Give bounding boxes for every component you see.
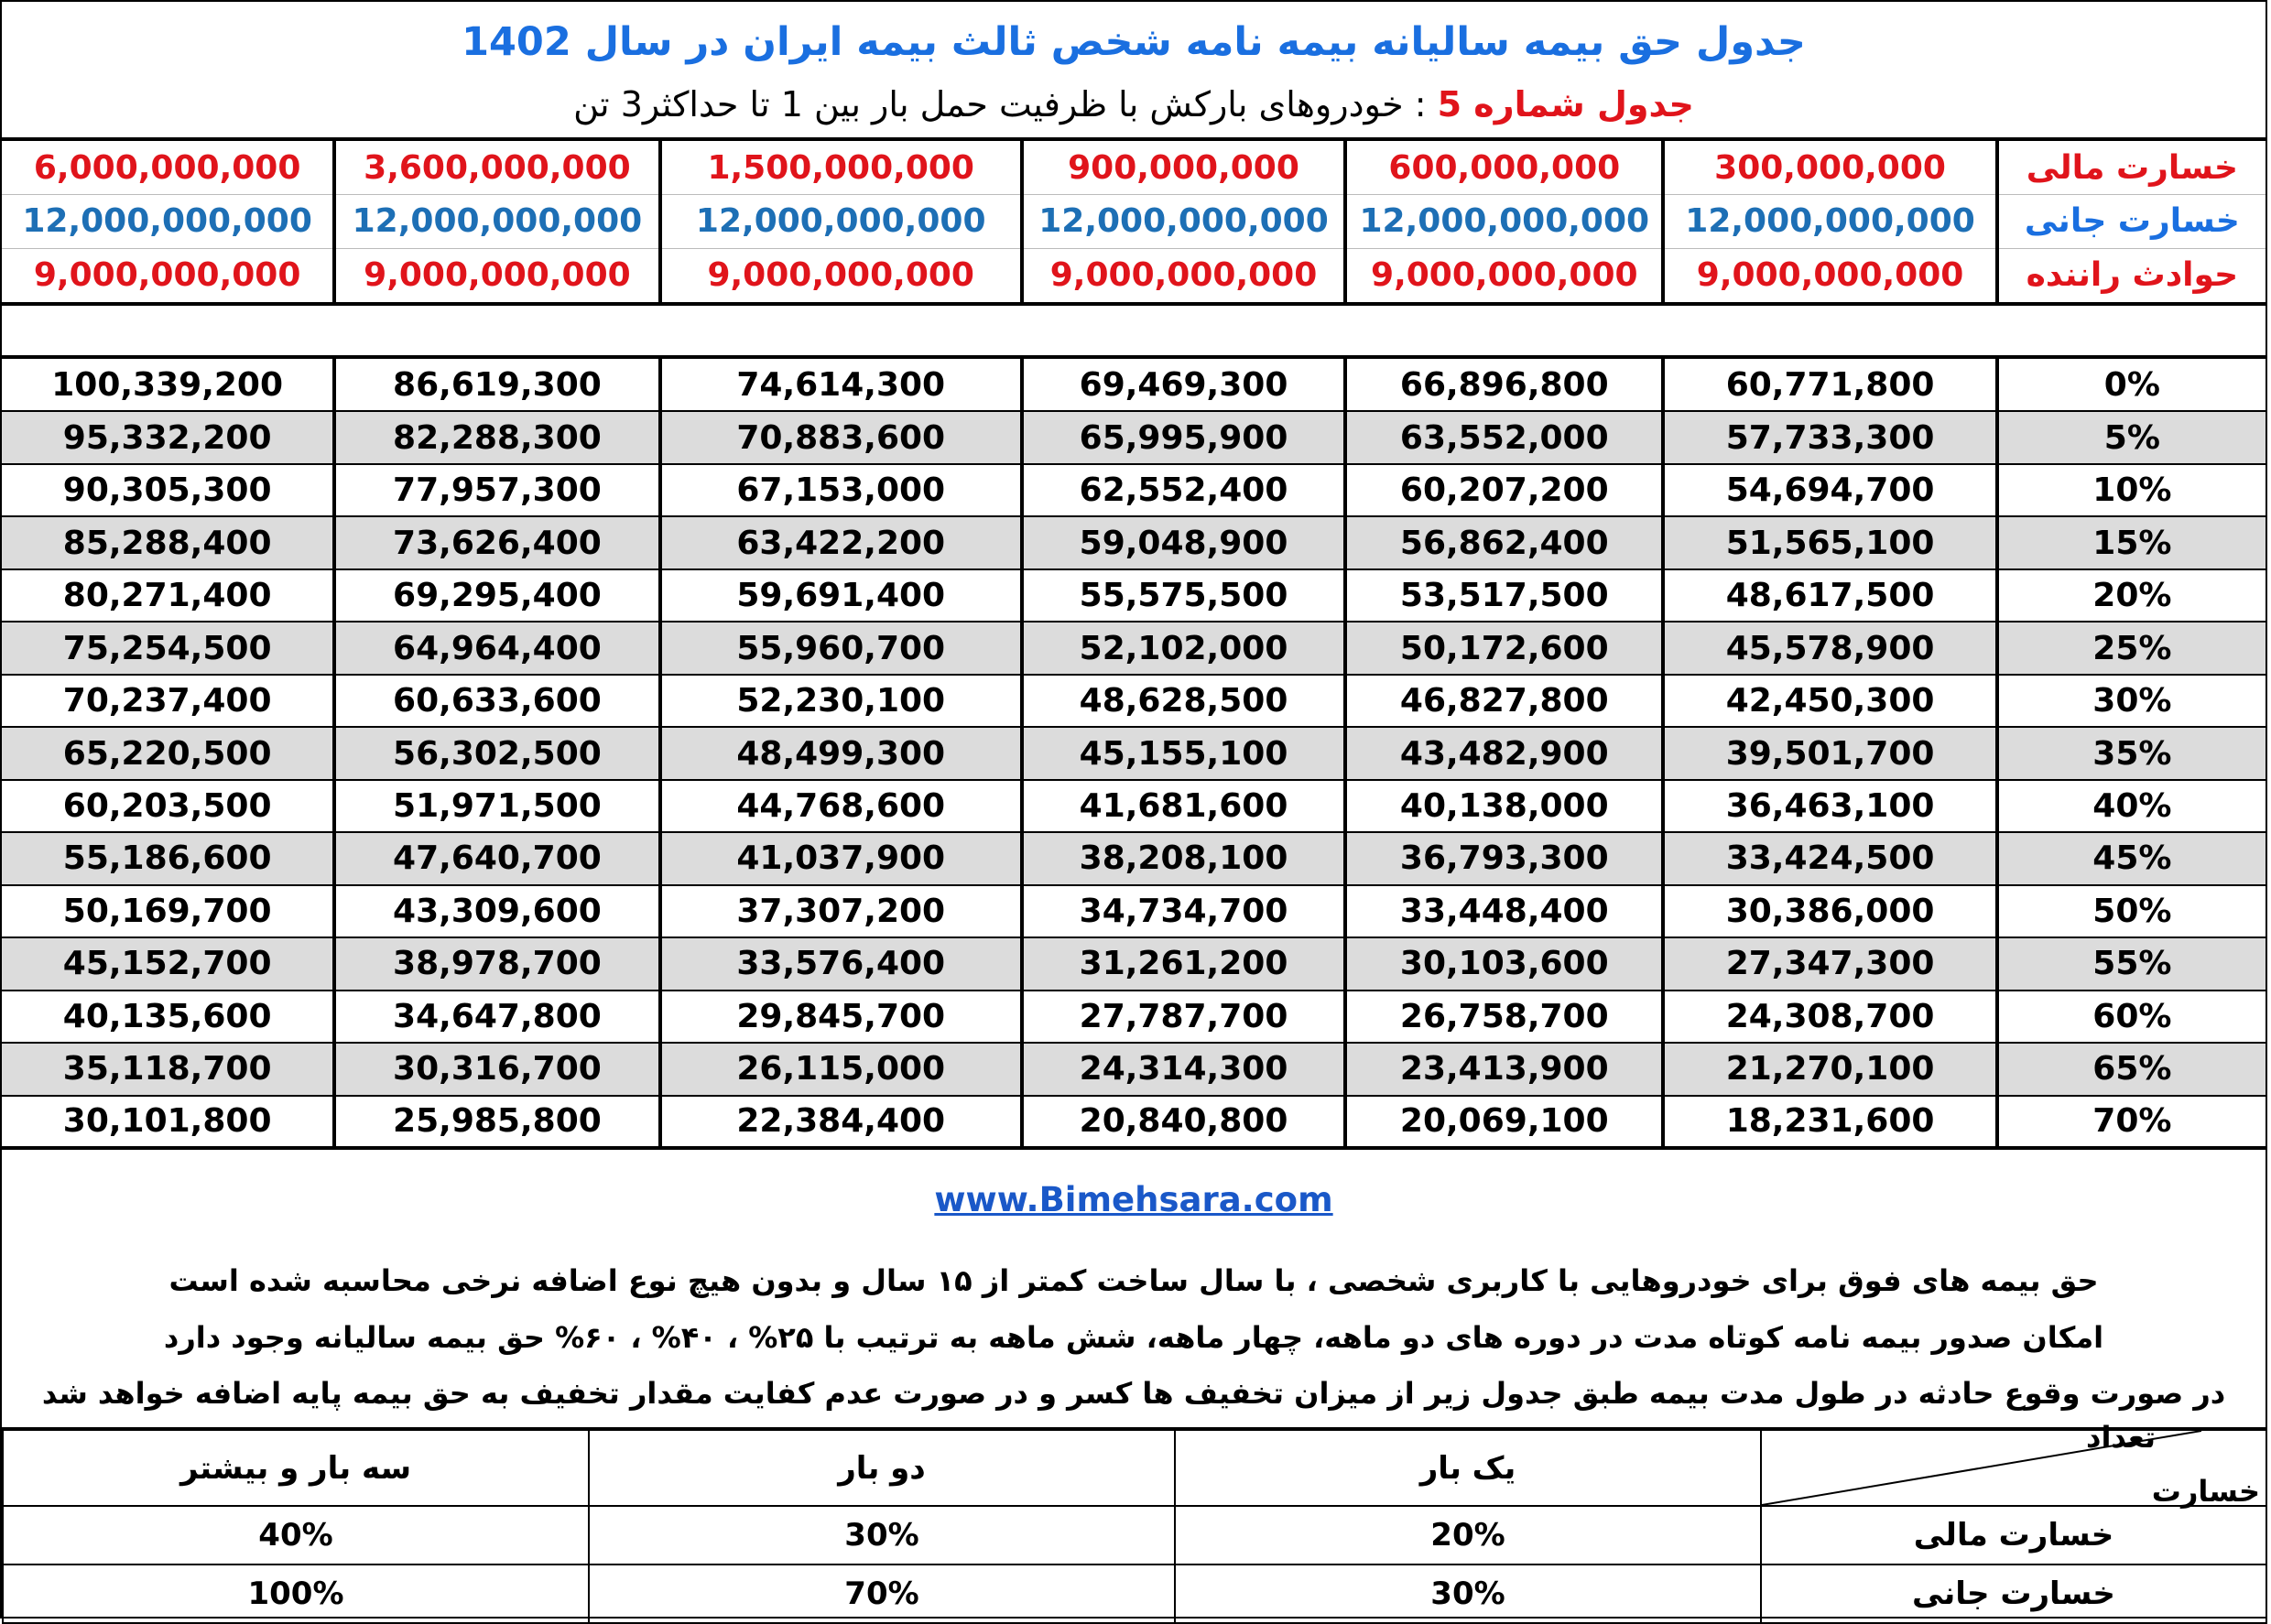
premium-cell: 53,517,500: [1345, 569, 1663, 622]
premium-cell: 50,172,600: [1345, 622, 1663, 674]
note-line: در صورت وقوع حادثه در طول مدت بیمه طبق جدول زیر از میزان تخفیف ها کسر و در صورت عدم کفایت مقدار تخفیف به حق بیمه پایه اضافه خواهد شد: [41, 1376, 2226, 1411]
table-number: جدول شماره 5: [1437, 84, 1694, 125]
table-row: [3, 1429, 2266, 1506]
coverage-label: خسارت مالی: [2026, 148, 2238, 187]
premium-cell: 70,237,400: [2, 675, 334, 727]
premium-cell: 26,758,700: [1345, 991, 1663, 1043]
coverage-cell: 9,000,000,000: [1022, 248, 1345, 302]
column-header: دو بار: [589, 1429, 1175, 1506]
premium-cell: 75,254,500: [2, 622, 334, 674]
premium-cell: 45,155,100: [1022, 727, 1345, 779]
coverage-cell: 9,000,000,000: [2, 248, 334, 302]
coverage-cell: 9,000,000,000: [334, 248, 659, 302]
premium-cell: 56,302,500: [334, 727, 659, 779]
premium-cell: 38,978,700: [334, 937, 659, 990]
premium-cell: 65,220,500: [2, 727, 334, 779]
table-cell: 30%: [589, 1506, 1175, 1564]
coverage-cell: 12,000,000,000: [1663, 195, 1996, 249]
premium-cell: 39,501,700: [1663, 727, 1996, 779]
premium-cell: 34,647,800: [334, 991, 659, 1043]
table-cell: 30%: [1175, 1564, 1761, 1623]
table-row: [2, 780, 2266, 832]
premium-cell: 60,633,600: [334, 675, 659, 727]
premium-cell: 30,386,000: [1663, 885, 1996, 937]
sheet-header: [2, 2, 2266, 141]
premium-cell: 23,413,900: [1345, 1043, 1663, 1095]
premium-cell: 69,295,400: [334, 569, 659, 622]
coverage-cell: 9,000,000,000: [660, 248, 1022, 302]
premium-cell: 90,305,300: [2, 464, 334, 516]
discount-label: 0%: [1997, 359, 2266, 411]
premium-cell: 37,307,200: [660, 885, 1022, 937]
premium-cell: 48,617,500: [1663, 569, 1996, 622]
premium-cell: 57,733,300: [1663, 411, 1996, 463]
premium-cell: 33,576,400: [660, 937, 1022, 990]
premium-cell: 67,153,000: [660, 464, 1022, 516]
table-row: [3, 1564, 2266, 1623]
premium-cell: 56,862,400: [1345, 516, 1663, 568]
premium-table: [2, 359, 2266, 1150]
premium-cell: 26,115,000: [660, 1043, 1022, 1095]
premium-cell: 51,565,100: [1663, 516, 1996, 568]
premium-cell: 20,840,800: [1022, 1096, 1345, 1148]
coverage-cell: 9,000,000,000: [1345, 248, 1663, 302]
note-line: امکان صدور بیمه نامه کوتاه مدت در دوره های دو ماهه، چهار ماهه، شش ماهه به ترتیب با ۲۵% ، ۴۰% ، ۶۰% حق بیمه سالیانه وجود دارد: [163, 1320, 2104, 1355]
premium-cell: 45,578,900: [1663, 622, 1996, 674]
coverage-row: [2, 248, 2266, 302]
coverage-cell: 3,600,000,000: [334, 141, 659, 195]
premium-cell: 18,231,600: [1663, 1096, 1996, 1148]
premium-cell: 63,552,000: [1345, 411, 1663, 463]
table-row: [2, 464, 2266, 516]
claims-penalty-table: [2, 1420, 2267, 1624]
premium-cell: 41,681,600: [1022, 780, 1345, 832]
premium-cell: 70,883,600: [660, 411, 1022, 463]
premium-cell: 25,985,800: [334, 1096, 659, 1148]
premium-cell: 73,626,400: [334, 516, 659, 568]
coverage-table: [2, 141, 2266, 302]
table-cell: 100%: [3, 1564, 589, 1623]
premium-cell: 60,207,200: [1345, 464, 1663, 516]
premium-cell: 35,118,700: [2, 1043, 334, 1095]
table-row: [3, 1506, 2266, 1564]
table-row: [2, 622, 2266, 674]
premium-cell: 33,448,400: [1345, 885, 1663, 937]
table-row: [2, 411, 2266, 463]
table-row: [2, 359, 2266, 411]
discount-label: 55%: [1997, 937, 2266, 990]
premium-cell: 95,332,200: [2, 411, 334, 463]
corner-header: [1761, 1420, 2266, 1509]
premium-cell: 100,339,200: [2, 359, 334, 411]
table-cell: 70%: [589, 1564, 1175, 1623]
corner-header-inner: [1762, 1420, 2266, 1509]
coverage-cell: 6,000,000,000: [2, 141, 334, 195]
premium-cell: 22,384,400: [660, 1096, 1022, 1148]
premium-cell: 33,424,500: [1663, 832, 1996, 884]
premium-cell: 41,037,900: [660, 832, 1022, 884]
premium-cell: 63,422,200: [660, 516, 1022, 568]
discount-label: 20%: [1997, 569, 2266, 622]
premium-cell: 30,101,800: [2, 1096, 334, 1148]
premium-cell: 43,482,900: [1345, 727, 1663, 779]
coverage-cell: 1,500,000,000: [660, 141, 1022, 195]
premium-cell: 74,614,300: [660, 359, 1022, 411]
discount-label: 30%: [1997, 675, 2266, 727]
premium-cell: 45,152,700: [2, 937, 334, 990]
premium-cell: 31,261,200: [1022, 937, 1345, 990]
table-row: [2, 569, 2266, 622]
row-header: خسارت مالی: [1761, 1506, 2266, 1564]
column-header: سه بار و بیشتر: [3, 1429, 589, 1506]
premium-cell: 82,288,300: [334, 411, 659, 463]
premium-cell: 44,768,600: [660, 780, 1022, 832]
table-subtitle: [2, 79, 2266, 130]
coverage-row: [2, 195, 2266, 249]
discount-label: 50%: [1997, 885, 2266, 937]
coverage-cell: 300,000,000: [1663, 141, 1996, 195]
premium-cell: 77,957,300: [334, 464, 659, 516]
table-cell: 40%: [3, 1506, 589, 1564]
website-link[interactable]: www.Bimehsara.com: [934, 1180, 1333, 1219]
premium-cell: 46,827,800: [1345, 675, 1663, 727]
corner-label-count: تعداد: [2086, 1420, 2156, 1455]
premium-cell: 24,308,700: [1663, 991, 1996, 1043]
table-row: [2, 885, 2266, 937]
premium-cell: 52,102,000: [1022, 622, 1345, 674]
premium-cell: 60,203,500: [2, 780, 334, 832]
premium-cell: 30,103,600: [1345, 937, 1663, 990]
discount-label: 15%: [1997, 516, 2266, 568]
premium-cell: 52,230,100: [660, 675, 1022, 727]
coverage-label: حوادث راننده: [1997, 248, 2266, 302]
table-row: [2, 727, 2266, 779]
coverage-cell: 12,000,000,000: [660, 195, 1022, 249]
coverage-cell: 9,000,000,000: [1663, 248, 1996, 302]
coverage-label: خسارت جانی: [1997, 195, 2266, 249]
premium-cell: 38,208,100: [1022, 832, 1345, 884]
premium-cell: 29,845,700: [660, 991, 1022, 1043]
row-header: خسارت جانی: [1761, 1564, 2266, 1623]
coverage-cell: 12,000,000,000: [1022, 195, 1345, 249]
premium-cell: 24,314,300: [1022, 1043, 1345, 1095]
premium-cell: 80,271,400: [2, 569, 334, 622]
premium-cell: 59,048,900: [1022, 516, 1345, 568]
premium-cell: 66,896,800: [1345, 359, 1663, 411]
table-row: [2, 832, 2266, 884]
vehicle-class-description: : خودروهای بارکش با ظرفیت حمل بار بین 1 تا حداکثر3 تن: [573, 84, 1438, 125]
discount-label: 25%: [1997, 622, 2266, 674]
premium-cell: 21,270,100: [1663, 1043, 1996, 1095]
premium-cell: 85,288,400: [2, 516, 334, 568]
discount-label: 10%: [1997, 464, 2266, 516]
premium-cell: 43,309,600: [334, 885, 659, 937]
premium-cell: 27,347,300: [1663, 937, 1996, 990]
coverage-cell: 12,000,000,000: [2, 195, 334, 249]
discount-label: 70%: [1997, 1096, 2266, 1148]
table-row: [2, 1096, 2266, 1148]
table-spacer-row: [2, 302, 2266, 359]
discount-label: 40%: [1997, 780, 2266, 832]
premium-cell: 36,463,100: [1663, 780, 1996, 832]
discount-label: 5%: [1997, 411, 2266, 463]
premium-cell: 55,186,600: [2, 832, 334, 884]
column-header: یک بار: [1175, 1429, 1761, 1506]
premium-cell: 27,787,700: [1022, 991, 1345, 1043]
premium-cell: 60,771,800: [1663, 359, 1996, 411]
premium-cell: 54,694,700: [1663, 464, 1996, 516]
coverage-cell: 600,000,000: [1345, 141, 1663, 195]
premium-cell: 55,575,500: [1022, 569, 1345, 622]
premium-cell: 48,628,500: [1022, 675, 1345, 727]
premium-cell: 40,135,600: [2, 991, 334, 1043]
premium-cell: 62,552,400: [1022, 464, 1345, 516]
coverage-row: [2, 141, 2266, 195]
discount-label: 35%: [1997, 727, 2266, 779]
note-line: حق بیمه های فوق برای خودروهایی با کاربری شخصی ، با سال ساخت کمتر از ۱۵ سال و بدون هیچ نوع اضافه نرخی محاسبه شده است: [168, 1263, 2099, 1298]
coverage-cell: 12,000,000,000: [334, 195, 659, 249]
notes-section: [2, 1149, 2266, 1427]
premium-cell: 47,640,700: [334, 832, 659, 884]
table-row: [2, 991, 2266, 1043]
premium-cell: 86,619,300: [334, 359, 659, 411]
premium-cell: 69,469,300: [1022, 359, 1345, 411]
premium-cell: 36,793,300: [1345, 832, 1663, 884]
premium-cell: 59,691,400: [660, 569, 1022, 622]
premium-cell: 42,450,300: [1663, 675, 1996, 727]
premium-cell: 64,964,400: [334, 622, 659, 674]
premium-cell: 48,499,300: [660, 727, 1022, 779]
table-row: [2, 1043, 2266, 1095]
table-row: [2, 937, 2266, 990]
coverage-cell: 900,000,000: [1022, 141, 1345, 195]
discount-label: 65%: [1997, 1043, 2266, 1095]
page-title: جدول حق بیمه سالیانه بیمه نامه شخص ثالث بیمه ایران در سال 1402: [462, 19, 1806, 65]
discount-label: 45%: [1997, 832, 2266, 884]
discount-label: 60%: [1997, 991, 2266, 1043]
table-row: [2, 516, 2266, 568]
premium-cell: 30,316,700: [334, 1043, 659, 1095]
table-row: [2, 675, 2266, 727]
premium-cell: 50,169,700: [2, 885, 334, 937]
coverage-cell: 12,000,000,000: [1345, 195, 1663, 249]
premium-cell: 20,069,100: [1345, 1096, 1663, 1148]
premium-cell: 65,995,900: [1022, 411, 1345, 463]
premium-cell: 51,971,500: [334, 780, 659, 832]
premium-cell: 40,138,000: [1345, 780, 1663, 832]
corner-label-loss: خسارت: [2151, 1474, 2260, 1509]
premium-cell: 55,960,700: [660, 622, 1022, 674]
table-cell: 20%: [1175, 1506, 1761, 1564]
premium-cell: 34,734,700: [1022, 885, 1345, 937]
